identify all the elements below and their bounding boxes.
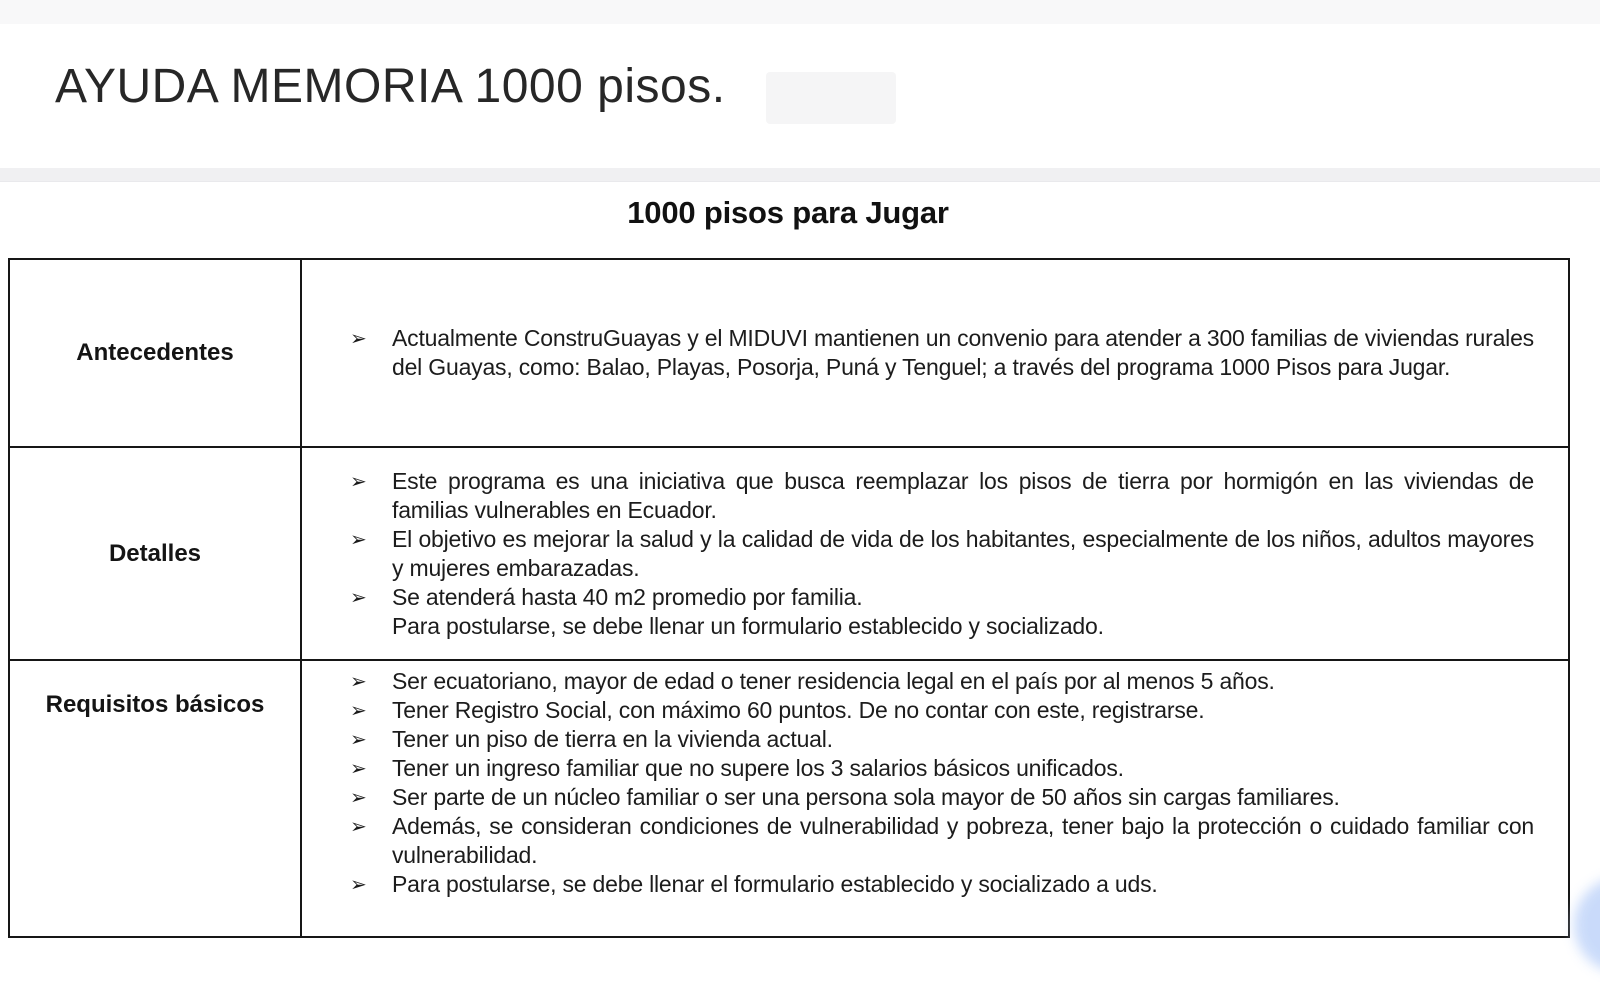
top-strip-divider bbox=[0, 0, 1600, 24]
list-item bbox=[350, 525, 1534, 583]
list-item-text: Tener un ingreso familiar que no supere los 3 salarios básicos unificados. bbox=[392, 755, 1124, 781]
arrow-bullet-icon: ➢ bbox=[350, 669, 367, 693]
list-item-text: Ser ecuatoriano, mayor de edad o tener residencia legal en el país por al menos 5 años. bbox=[392, 668, 1275, 694]
list-item bbox=[350, 783, 1534, 812]
list-item-text: Para postularse, se debe llenar un formulario establecido y socializado. bbox=[392, 612, 1104, 639]
row-label-requisitos-basicos bbox=[10, 661, 302, 936]
table-heading: 1000 pisos para Jugar bbox=[627, 195, 949, 230]
page-title: AYUDA MEMORIA 1000 pisos. bbox=[55, 60, 726, 113]
row-content-requisitos-basicos bbox=[302, 661, 1568, 936]
arrow-bullet-icon: ➢ bbox=[350, 468, 367, 493]
list-item bbox=[350, 583, 1534, 612]
list-item-text: Se atenderá hasta 40 m2 promedio por familia. bbox=[392, 583, 863, 610]
arrow-bullet-icon: ➢ bbox=[350, 326, 367, 350]
list-item bbox=[350, 696, 1534, 725]
row-label-antecedentes bbox=[10, 260, 302, 448]
row-label-text: Detalles bbox=[108, 539, 202, 567]
arrow-bullet-icon: ➢ bbox=[350, 872, 367, 896]
info-table bbox=[8, 258, 1570, 938]
row-label-text: Antecedentes bbox=[76, 339, 234, 366]
list-item bbox=[350, 870, 1534, 899]
section-divider-band bbox=[0, 168, 1600, 182]
list-item bbox=[350, 667, 1534, 696]
list-item bbox=[350, 467, 1534, 525]
arrow-bullet-icon: ➢ bbox=[350, 698, 367, 722]
row-label-text: Requisitos básicos bbox=[45, 691, 265, 718]
arrow-bullet-icon: ➢ bbox=[350, 727, 367, 751]
list-item bbox=[350, 812, 1534, 870]
list-item-text: Tener un piso de tierra en la vivienda actual. bbox=[392, 726, 833, 752]
row-content-antecedentes bbox=[302, 260, 1568, 448]
list-item bbox=[350, 324, 1534, 382]
row-content-detalles bbox=[302, 448, 1568, 661]
floating-button-partial[interactable] bbox=[1574, 877, 1600, 973]
list-item-continuation bbox=[350, 612, 1534, 641]
arrow-bullet-icon: ➢ bbox=[350, 526, 367, 551]
arrow-bullet-icon: ➢ bbox=[350, 785, 367, 809]
list-item-text: Además, se consideran condiciones de vulnerabilidad y pobreza, tener bajo la protección o cuidado familiar con vulnerabilidad. bbox=[392, 813, 1534, 868]
list-item bbox=[350, 725, 1534, 754]
list-item-text: Actualmente ConstruGuayas y el MIDUVI mantienen un convenio para atender a 300 familias de viviendas rurales del Guayas, como: Balao, Playas, Posorja, Puná y Tenguel; a través del programa 1000 Pisos para Jugar. bbox=[392, 325, 1534, 380]
list-item-text: Tener Registro Social, con máximo 60 puntos. De no contar con este, registrarse. bbox=[392, 697, 1205, 723]
list-item-text: Para postularse, se debe llenar el formulario establecido y socializado a uds. bbox=[392, 871, 1158, 897]
list-item-text: Este programa es una iniciativa que busca reemplazar los pisos de tierra por hormigón en las viviendas de familias vulnerables en Ecuador. bbox=[392, 467, 1534, 523]
list-item-text: Ser parte de un núcleo familiar o ser una persona sola mayor de 50 años sin cargas familiares. bbox=[392, 784, 1340, 810]
row-label-detalles bbox=[10, 448, 302, 661]
list-item-text: El objetivo es mejorar la salud y la calidad de vida de los habitantes, especialmente de los niños, adultos mayores y mujeres embarazadas. bbox=[392, 525, 1534, 581]
arrow-bullet-icon: ➢ bbox=[350, 584, 367, 609]
title-cursor-highlight bbox=[766, 72, 896, 124]
arrow-bullet-icon: ➢ bbox=[350, 756, 367, 780]
arrow-bullet-icon: ➢ bbox=[350, 814, 367, 838]
list-item bbox=[350, 754, 1534, 783]
